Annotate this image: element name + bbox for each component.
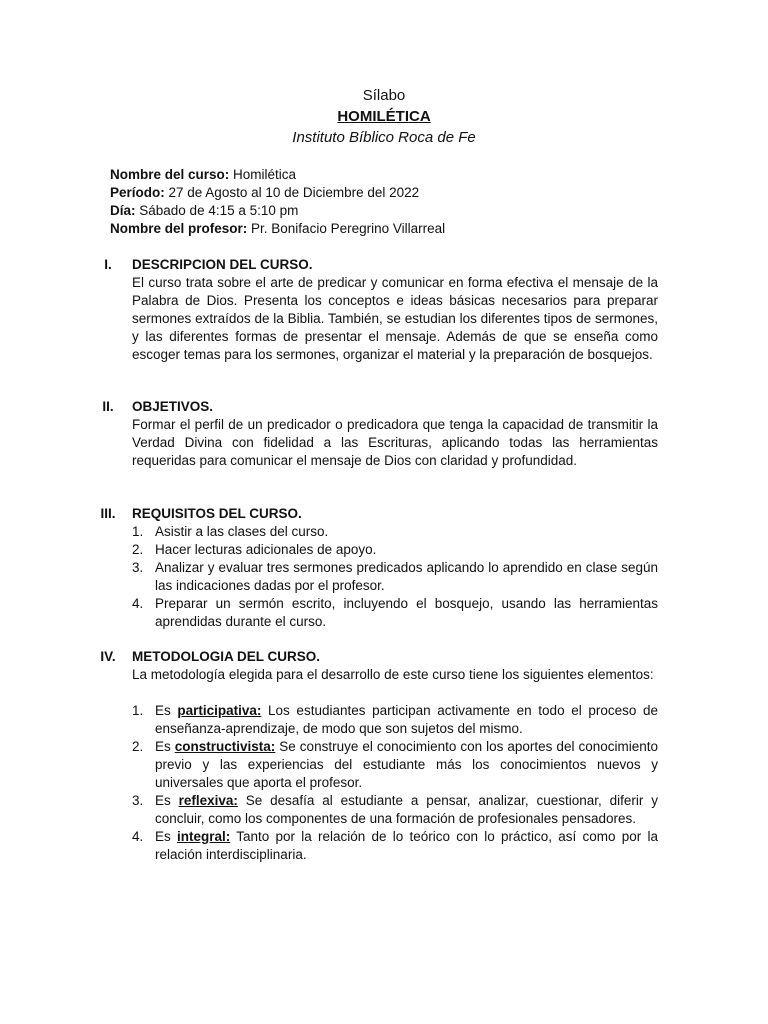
methodology-list bbox=[132, 702, 658, 864]
item-number: 2. bbox=[132, 542, 144, 557]
info-value: 27 de Agosto al 10 de Diciembre del 2022 bbox=[164, 185, 420, 200]
section-heading bbox=[88, 256, 658, 274]
info-label: Período: bbox=[110, 185, 165, 200]
item-number: 4. bbox=[132, 829, 144, 844]
item-prefix: Es bbox=[155, 829, 177, 844]
course-title: HOMILÉTICA bbox=[337, 108, 431, 125]
spacer bbox=[88, 684, 658, 702]
section-heading bbox=[88, 505, 658, 523]
info-professor bbox=[110, 220, 670, 238]
list-item bbox=[132, 523, 658, 541]
info-value: Homilética bbox=[229, 167, 297, 182]
requirements-list bbox=[132, 523, 658, 631]
info-value: Sábado de 4:15 a 5:10 pm bbox=[135, 203, 299, 218]
list-item bbox=[132, 595, 658, 631]
section-description bbox=[88, 256, 658, 364]
section-number: II. bbox=[102, 399, 114, 414]
item-number: 3. bbox=[132, 793, 144, 808]
section-requirements bbox=[88, 505, 658, 631]
section-title: OBJETIVOS. bbox=[132, 399, 214, 414]
list-item bbox=[132, 792, 658, 828]
section-heading bbox=[88, 648, 658, 666]
info-label: Día: bbox=[110, 203, 136, 218]
list-item bbox=[132, 738, 658, 792]
item-number: 1. bbox=[132, 703, 144, 718]
item-number: 1. bbox=[132, 524, 144, 539]
item-text: Asistir a las clases del curso. bbox=[155, 524, 329, 539]
list-item bbox=[132, 541, 658, 559]
section-heading bbox=[88, 398, 658, 416]
section-number: IV. bbox=[100, 649, 116, 664]
list-item bbox=[132, 702, 658, 738]
item-prefix: Es bbox=[155, 703, 178, 718]
section-body: Formar el perfil de un predicador o predicadora que tenga la capacidad de transmitir la Verdad Divina con fidelidad a las Escrituras, aplicando todas las herramientas requeridas para comunicar el mensaje de Dios con claridad y profundidad. bbox=[132, 417, 658, 468]
item-text: Analizar y evaluar tres sermones predicados aplicando lo aprendido en clase según las indicaciones dadas por el profesor. bbox=[155, 560, 658, 593]
course-info bbox=[110, 166, 670, 238]
item-text: Los estudiantes participan activamente en todo el proceso de enseñanza-aprendizaje, de modo que son sujetos del mismo. bbox=[155, 703, 658, 736]
item-number: 3. bbox=[132, 560, 144, 575]
section-number: III. bbox=[100, 506, 116, 521]
item-prefix: Es bbox=[155, 793, 179, 808]
item-text: Hacer lecturas adicionales de apoyo. bbox=[155, 542, 377, 557]
info-label: Nombre del curso: bbox=[110, 167, 230, 182]
section-title: REQUISITOS DEL CURSO. bbox=[132, 506, 302, 521]
section-body: El curso trata sobre el arte de predicar y comunicar en forma efectiva el mensaje de la Palabra de Dios. Presenta los conceptos e ideas básicas necesarios para preparar sermones extraídos de la Biblia. También, se estudian los diferentes tipos de sermones, y las diferentes formas de presentar el mensaje. Además de que se enseña como escoger temas para los sermones, organizar el material y la preparación de bosquejos. bbox=[132, 275, 658, 362]
doc-type-heading: Sílabo bbox=[362, 87, 406, 104]
info-period bbox=[110, 184, 670, 202]
section-body: La metodología elegida para el desarrollo de este curso tiene los siguientes elementos: bbox=[132, 667, 654, 682]
item-number: 2. bbox=[132, 739, 144, 754]
section-objectives bbox=[88, 398, 658, 470]
info-label: Nombre del profesor: bbox=[110, 221, 248, 236]
item-term: constructivista: bbox=[174, 739, 276, 754]
item-term: reflexiva: bbox=[178, 793, 238, 808]
info-value: Pr. Bonifacio Peregrino Villarreal bbox=[247, 221, 446, 236]
item-text: Se construye el conocimiento con los aportes del conocimiento previo y las experiencias del estudiante más los conocimientos nuevos y universales que aporta el profesor. bbox=[155, 739, 658, 790]
item-text: Preparar un sermón escrito, incluyendo el bosquejo, usando las herramientas aprendidas durante el curso. bbox=[155, 596, 658, 629]
list-item bbox=[132, 559, 658, 595]
item-text: Se desafía al estudiante a pensar, analizar, cuestionar, diferir y concluir, como los componentes de una formación de profesionales pensadores. bbox=[155, 793, 658, 826]
section-methodology bbox=[88, 648, 658, 864]
section-number: I. bbox=[104, 257, 112, 272]
section-title: DESCRIPCION DEL CURSO. bbox=[132, 257, 313, 272]
info-course-name bbox=[110, 166, 670, 184]
item-number: 4. bbox=[132, 596, 144, 611]
item-term: participativa: bbox=[177, 703, 262, 718]
section-title: METODOLOGIA DEL CURSO. bbox=[132, 649, 321, 664]
info-day bbox=[110, 202, 670, 220]
institute-name: Instituto Bíblico Roca de Fe bbox=[292, 129, 476, 146]
item-text: Tanto por la relación de lo teórico con lo práctico, así como por la relación interdisciplinaria. bbox=[155, 829, 658, 862]
item-term: integral: bbox=[177, 829, 231, 844]
list-item bbox=[132, 828, 658, 864]
item-prefix: Es bbox=[155, 739, 175, 754]
